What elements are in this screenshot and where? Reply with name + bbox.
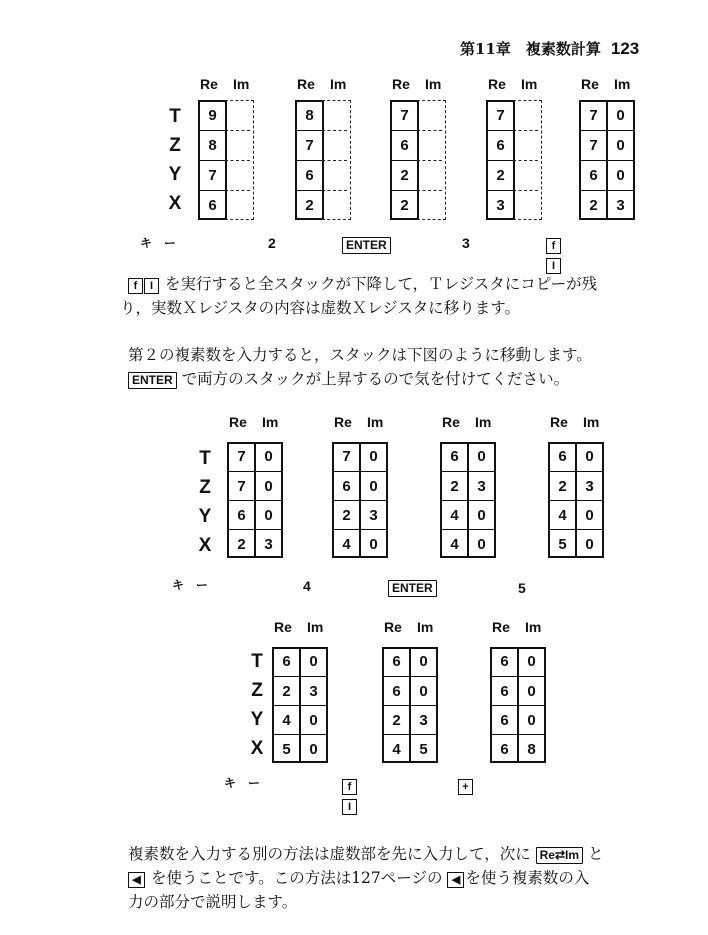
real-cell: 6 <box>229 500 254 529</box>
real-cell: 4 <box>442 529 467 558</box>
imaginary-cell <box>322 160 347 190</box>
key-3: 3 <box>462 235 470 251</box>
paragraph-3-line-3: 力の部分で説明します。 <box>128 893 298 911</box>
column-header-re: Re <box>297 76 315 92</box>
real-cell: 2 <box>334 500 359 529</box>
imaginary-cell: 0 <box>361 529 386 558</box>
row-label-t: T <box>251 651 263 672</box>
imaginary-cell: 0 <box>477 448 486 465</box>
imaginary-cell: 3 <box>301 676 326 705</box>
column-header-im: Im <box>525 619 542 635</box>
real-cell: 4 <box>334 529 359 558</box>
paragraph-2 <box>128 343 673 391</box>
real-stack <box>272 647 301 763</box>
imaginary-cell: 0 <box>616 106 625 124</box>
real-stack <box>486 100 515 220</box>
imaginary-cell: 0 <box>411 676 436 705</box>
real-cell: 2 <box>392 160 417 190</box>
real-cell: 7 <box>229 471 254 500</box>
imaginary-stack <box>575 442 604 558</box>
real-cell: 6 <box>392 653 401 670</box>
row-label-x: X <box>198 535 212 556</box>
key-row-label: キ ー <box>172 578 209 592</box>
column-header-im: Im <box>262 414 279 430</box>
imaginary-cell <box>513 190 538 220</box>
row-label-z: Z <box>199 477 211 498</box>
imaginary-cell <box>513 130 538 160</box>
imaginary-stack <box>409 647 438 763</box>
real-cell: 8 <box>305 106 314 124</box>
imaginary-cell: 0 <box>519 705 544 734</box>
column-header-re: Re <box>200 76 218 92</box>
real-cell: 6 <box>492 705 517 734</box>
column-header-re: Re <box>581 76 599 92</box>
column-header-im: Im <box>307 619 324 635</box>
column-header-im: Im <box>330 76 347 92</box>
real-cell: 9 <box>208 106 217 124</box>
key-f-i-1: fI <box>546 234 562 274</box>
real-cell: 6 <box>450 448 459 465</box>
real-cell: 6 <box>500 653 509 670</box>
real-stack <box>548 442 577 558</box>
real-stack <box>198 100 227 220</box>
imaginary-cell <box>513 100 538 130</box>
f-key-icon: f <box>128 278 143 294</box>
real-stack <box>295 100 324 220</box>
imaginary-cell: 0 <box>301 734 326 763</box>
real-cell: 2 <box>550 471 575 500</box>
imaginary-cell: 8 <box>519 734 544 763</box>
column-header-re: Re <box>384 619 402 635</box>
imaginary-cell: 0 <box>608 130 633 160</box>
real-stack <box>579 100 608 220</box>
column-header-re: Re <box>442 414 460 430</box>
column-header-im: Im <box>583 414 600 430</box>
imaginary-cell: 0 <box>309 653 318 670</box>
imaginary-cell: 3 <box>608 190 633 220</box>
imaginary-stack <box>225 100 254 220</box>
real-stack <box>382 647 411 763</box>
paragraph-2-line-2: で両方のスタックが上昇するので気を付けてください。 <box>181 370 570 388</box>
imaginary-cell: 3 <box>361 500 386 529</box>
real-cell: 8 <box>200 130 225 160</box>
real-cell: 5 <box>274 734 299 763</box>
imaginary-cell: 3 <box>411 705 436 734</box>
imaginary-cell: 0 <box>369 448 378 465</box>
real-cell: 4 <box>442 500 467 529</box>
key-2: 2 <box>268 235 276 251</box>
imaginary-stack <box>299 647 328 763</box>
imaginary-cell <box>417 130 442 160</box>
imaginary-cell <box>322 190 347 220</box>
paragraph-2-line-1: 第２の複素数を入力すると，スタックは下図のように移動します。 <box>128 346 592 364</box>
paragraph-1-line-2: り，実数Ｘレジスタの内容は虚数Ｘレジスタに移ります。 <box>120 299 521 317</box>
imaginary-stack <box>359 442 388 558</box>
real-cell: 6 <box>492 734 517 763</box>
imaginary-cell: 3 <box>256 529 281 558</box>
key-row-label: キ ー <box>224 776 261 790</box>
page-number: 123 <box>610 39 640 58</box>
imaginary-stack <box>417 100 446 220</box>
row-label-t: T <box>169 106 181 127</box>
real-cell: 7 <box>589 106 598 124</box>
imaginary-stack <box>517 647 546 763</box>
imaginary-cell: 0 <box>361 471 386 500</box>
real-cell: 6 <box>334 471 359 500</box>
column-header-re: Re <box>492 619 510 635</box>
imaginary-cell: 0 <box>519 676 544 705</box>
imaginary-cell <box>322 130 347 160</box>
swap-arrow-key-icon: ◀ <box>128 872 145 888</box>
imaginary-cell: 0 <box>256 500 281 529</box>
real-cell: 7 <box>297 130 322 160</box>
column-header-re: Re <box>392 76 410 92</box>
real-stack <box>490 647 519 763</box>
real-cell: 6 <box>492 676 517 705</box>
imaginary-cell <box>322 100 347 130</box>
imaginary-cell: 0 <box>301 705 326 734</box>
real-cell: 6 <box>200 190 225 220</box>
real-cell: 2 <box>392 190 417 220</box>
imaginary-cell: 0 <box>469 500 494 529</box>
imaginary-stack <box>254 442 283 558</box>
column-header-re: Re <box>274 619 292 635</box>
real-cell: 6 <box>384 676 409 705</box>
key-row-label: キ ー <box>140 236 177 250</box>
imaginary-cell <box>417 100 442 130</box>
real-stack <box>332 442 361 558</box>
real-cell: 2 <box>384 705 409 734</box>
row-label-y: Y <box>198 506 212 527</box>
column-header-im: Im <box>425 76 442 92</box>
imaginary-cell: 0 <box>577 529 602 558</box>
key-enter-1: ENTER <box>342 234 391 254</box>
imaginary-cell: 3 <box>469 471 494 500</box>
re-im-key-icon: Re⇄Im <box>536 847 583 864</box>
imaginary-cell: 0 <box>577 500 602 529</box>
real-cell: 6 <box>282 653 291 670</box>
real-stack <box>390 100 419 220</box>
real-cell: 4 <box>384 734 409 763</box>
column-header-re: Re <box>550 414 568 430</box>
imaginary-cell: 3 <box>577 471 602 500</box>
column-header-im: Im <box>233 76 250 92</box>
row-label-x: X <box>250 738 264 759</box>
row-label-y: Y <box>250 709 264 730</box>
paragraph-1 <box>120 272 673 320</box>
row-label-x: X <box>168 193 182 214</box>
imaginary-stack <box>606 100 635 220</box>
key-4: 4 <box>303 578 311 594</box>
real-cell: 2 <box>297 190 322 220</box>
page-header <box>460 38 639 59</box>
imaginary-cell: 5 <box>411 734 436 763</box>
column-header-im: Im <box>417 619 434 635</box>
imaginary-cell <box>225 190 250 220</box>
real-cell: 7 <box>342 448 351 465</box>
real-cell: 2 <box>488 160 513 190</box>
row-label-z: Z <box>169 135 181 156</box>
imaginary-cell: 0 <box>585 448 594 465</box>
column-header-re: Re <box>229 414 247 430</box>
real-cell: 5 <box>550 529 575 558</box>
chapter-title: 第11章 複素数計算 <box>460 40 601 58</box>
paragraph-3-line-2: を使うことです。この方法は127ページの <box>150 869 443 887</box>
real-cell: 3 <box>488 190 513 220</box>
real-cell: 2 <box>581 190 606 220</box>
imaginary-cell: 0 <box>419 653 428 670</box>
paragraph-3-line-1: 複素数を入力する別の方法は虚数部を先に入力して，次に <box>128 845 531 863</box>
key-enter-2: ENTER <box>388 577 437 597</box>
real-cell: 2 <box>274 676 299 705</box>
column-header-im: Im <box>475 414 492 430</box>
imaginary-stack <box>467 442 496 558</box>
row-label-y: Y <box>168 164 182 185</box>
paragraph-3: 複素数を入力する別の方法は虚数部を先に入力して，次に Re⇄Im と ◀ を使うことです。この方法は127ページの ◀ を使う複素数の入 力の部分で説明します。 <box>128 842 673 914</box>
swap-arrow-key-icon-2: ◀ <box>447 872 464 888</box>
imaginary-cell: 0 <box>469 529 494 558</box>
imaginary-cell <box>417 190 442 220</box>
row-label-z: Z <box>251 680 263 701</box>
i-key-icon: I <box>144 278 159 294</box>
column-header-im: Im <box>614 76 631 92</box>
key-5: 5 <box>518 580 526 596</box>
real-cell: 4 <box>274 705 299 734</box>
real-cell: 7 <box>496 106 505 124</box>
imaginary-cell <box>513 160 538 190</box>
imaginary-cell: 0 <box>264 448 273 465</box>
key-plus: + <box>458 775 474 795</box>
real-cell: 4 <box>550 500 575 529</box>
imaginary-stack <box>513 100 542 220</box>
enter-key-icon: ENTER <box>128 372 177 389</box>
imaginary-cell: 0 <box>608 160 633 190</box>
real-cell: 6 <box>558 448 567 465</box>
real-cell: 7 <box>400 106 409 124</box>
imaginary-cell <box>225 130 250 160</box>
real-stack <box>227 442 256 558</box>
column-header-im: Im <box>521 76 538 92</box>
real-cell: 7 <box>200 160 225 190</box>
imaginary-cell <box>225 160 250 190</box>
real-cell: 6 <box>392 130 417 160</box>
column-header-im: Im <box>367 414 384 430</box>
row-label-t: T <box>199 448 211 469</box>
real-cell: 2 <box>229 529 254 558</box>
column-header-re: Re <box>334 414 352 430</box>
real-cell: 2 <box>442 471 467 500</box>
paragraph-1-line-1: を実行すると全スタックが下降して，Ｔレジスタにコピーが残 <box>164 275 598 293</box>
real-cell: 7 <box>581 130 606 160</box>
imaginary-cell: 0 <box>527 653 536 670</box>
imaginary-cell: 0 <box>256 471 281 500</box>
real-cell: 7 <box>237 448 246 465</box>
real-stack <box>440 442 469 558</box>
real-cell: 6 <box>581 160 606 190</box>
imaginary-cell <box>225 100 250 130</box>
imaginary-cell <box>417 160 442 190</box>
imaginary-stack <box>322 100 351 220</box>
column-header-re: Re <box>488 76 506 92</box>
key-f-i-2: fI <box>342 775 358 815</box>
real-cell: 6 <box>488 130 513 160</box>
real-cell: 6 <box>297 160 322 190</box>
